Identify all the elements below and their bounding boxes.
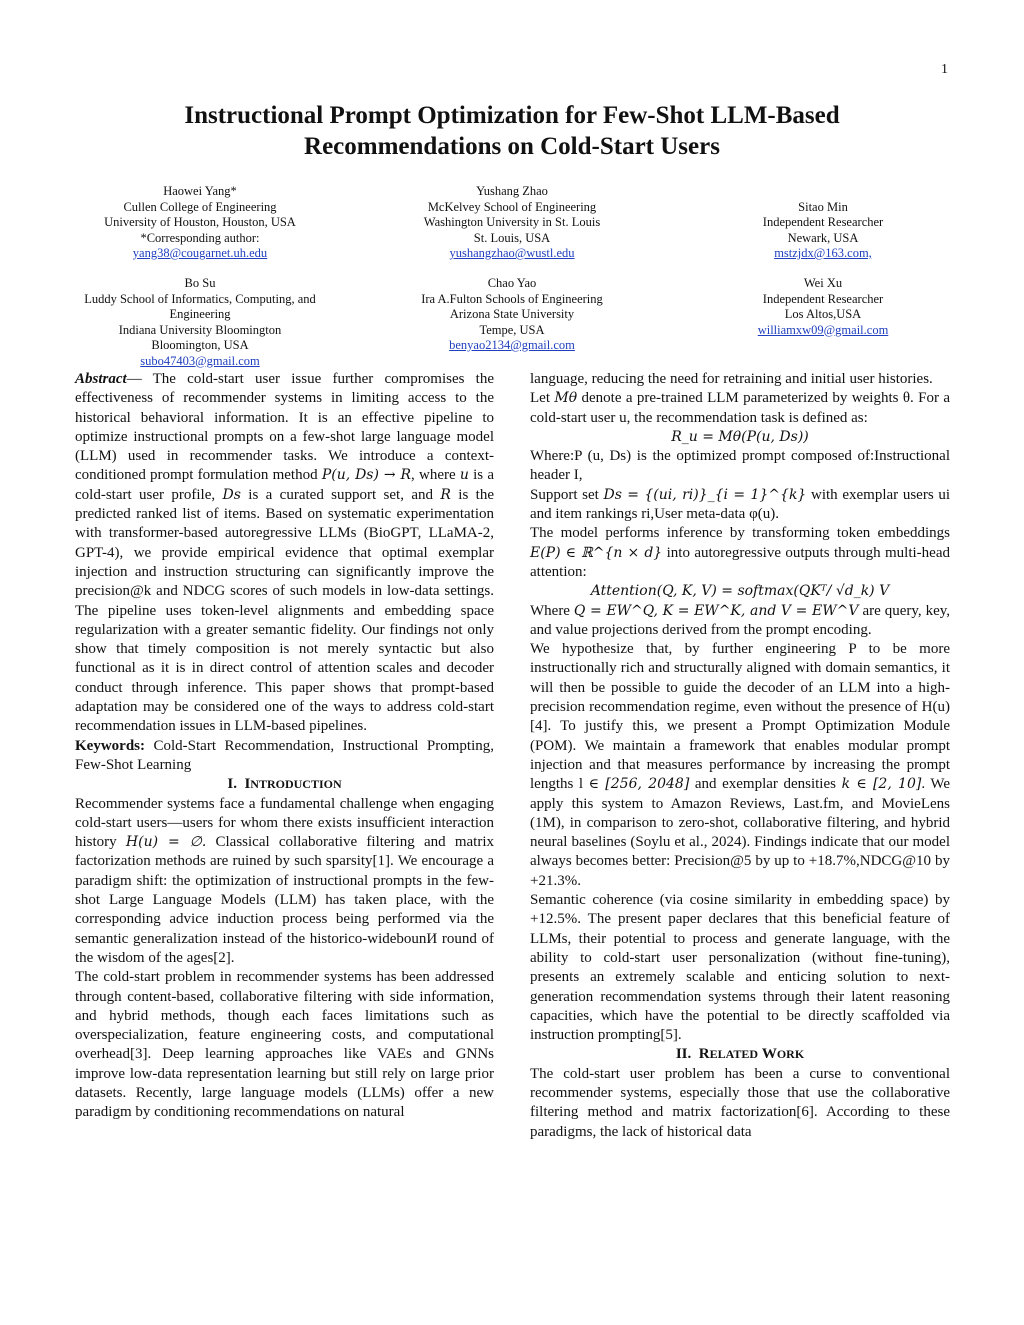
- author-block-1: [75, 184, 325, 262]
- support-set-definition: Support set Ds = {(ui, ri)}_{i = 1}^{k} with exemplar users ui and item rankings ri,User meta-data φ(u).: [530, 486, 951, 523]
- author-email-link[interactable]: subo47403@gmail.com: [140, 353, 260, 368]
- author-affiliation: Arizona State University: [449, 307, 575, 321]
- section-heading-introduction: I. INTRODUCTION: [227, 776, 342, 793]
- intro-paragraph-1: Recommender systems face a fundamental challenge when engaging cold-start users—users for whom there exists insufficient interaction history H(u) = ∅. Classical collaborative filtering and matrix factorization methods are ruined by such sparsity[1]. We encourage a paradigm shift: the optimization of instructional prompts in the few-shot Large Language Models (LLM) has taken place, with the corresponding advice induction process being performed via the semantic generalization instead of the historico-widebounИ round of the wisdom of the ages[2].: [75, 795, 494, 966]
- math-prompt-formula: P(u, Ds) → R: [321, 467, 412, 484]
- author-affiliation: St. Louis, USA: [473, 230, 551, 245]
- abstract-label: Abstract: [75, 371, 127, 387]
- equation-recommendation: R_u = Mθ(P(u, Ds)): [671, 428, 809, 445]
- author-email-link[interactable]: benyao2134@gmail.com: [449, 338, 575, 352]
- author-email-link[interactable]: yang38@cougarnet.uh.edu: [132, 246, 268, 260]
- author-email-link[interactable]: yushangzhao@wustl.edu: [449, 246, 575, 260]
- intro-paragraph-3: language, reducing the need for retraining and initial user histories.: [530, 371, 933, 387]
- author-affiliation: Independent Researcher: [762, 291, 884, 306]
- inference-description: The model performs inference by transforming token embeddings E(P) ∈ ℝ^{n × d} into autoregressive outputs through multi-head attention:: [530, 525, 950, 580]
- author-affiliation: McKelvey School of Engineering: [427, 199, 597, 214]
- equation-attention: Attention(Q, K, V) = softmax(QKᵀ/ √d_k) V: [590, 583, 890, 600]
- author-affiliation: Cullen College of Engineering: [123, 199, 277, 214]
- author-name: Wei Xu: [803, 276, 843, 290]
- prompt-composition: Where:P (u, Ds) is the optimized prompt composed of:Instructional header I,: [530, 448, 950, 484]
- title-line-1: Instructional Prompt Optimization for Few-Shot LLM-Based: [184, 102, 840, 129]
- author-name: Sitao Min: [798, 199, 848, 214]
- author-affiliation: *Corresponding author:: [140, 230, 260, 245]
- author-name: Chao Yao: [487, 276, 537, 290]
- author-affiliation: Ira A.Fulton Schools of Engineering: [421, 291, 603, 306]
- author-block-5: [387, 276, 637, 354]
- math-empty-history: H(u) = ∅.: [125, 834, 207, 851]
- author-affiliation: Independent Researcher: [762, 215, 884, 229]
- author-block-2: [387, 184, 637, 262]
- keywords: Keywords: Cold-Start Recommendation, Instructional Prompting, Few-Shot Learning: [75, 737, 494, 773]
- author-name: Yushang Zhao: [476, 184, 548, 198]
- abstract: Abstract— The cold-start user issue further compromises the effectiveness of recommender systems in limiting access to the historical behavioral information. It is an effective pipeline to optimize instructional prompts on a few-shot large language model (LLM) used in recommender tasks. We introduce a context-conditioned prompt formulation method P(u, Ds) → R, where u is a cold-start user profile, Ds is a curated support set, and R is the predicted ranked list of items. Based on systematic experimentation with transformer-based autoregressive LLMs (BioGPT, LLaMA-2, GPT-4), we provide empirical evidence that optimal exemplar injection and instruction structuring can significantly improve the precision@k and NDCG scores of such models in low-data settings. The pipeline uses token-level alignments and embedding space regularization with a greater semantic fidelity. Our findings not only show that timely composition is not merely syntactic but also functional as it is in direct control of attention scales and decoder conduct through inference. This paper shows that prompt-based adaptation may be considered one of the ways to address cold-start recommendation issues in LLM-based pipelines.: [75, 371, 494, 735]
- author-affiliation: Washington University in St. Louis: [423, 215, 601, 229]
- coherence-paragraph: Semantic coherence (via cosine similarity in embedding space) by +12.5%. The present paper declares that this beneficial feature of LLMs, their potential to process and generate language, with the ability to cold-start user personalization (without fine-tuning), presents an extremely scalable and enticing solution to next-generation recommendation systems through their latent reasoning capacities, which have the potential to be directly scaffolded via instruction prompting[5].: [530, 892, 950, 1044]
- author-affiliation: Bloomington, USA: [151, 338, 249, 352]
- paper-title: [70, 100, 954, 162]
- left-column: [75, 370, 494, 1123]
- section-heading-related-work: II. RELATED WORK: [675, 1046, 805, 1063]
- author-affiliation: Los Altos,USA: [784, 307, 862, 321]
- title-line-2: Recommendations on Cold-Start Users: [304, 133, 720, 160]
- author-affiliation: Newark, USA: [787, 230, 859, 245]
- author-affiliation: Tempe, USA: [479, 322, 545, 337]
- author-block-4: [75, 276, 325, 369]
- intro-paragraph-2: The cold-start problem in recommender systems has been addressed through content-based, collaborative filtering with side information, and hybrid methods, though each faces limitations such as overspecialization, feature engineering costs, and computational overhead[3]. Deep learning approaches like VAEs and GNNs improve low-data representation learning but still rely on large prior datasets. Recently, large language models (LLMs) offer a new paradigm by conditioning recommendations on natural: [75, 969, 494, 1121]
- author-affiliation: Indiana University Bloomington: [118, 322, 282, 337]
- author-block-3: [698, 200, 948, 262]
- author-block-6: [698, 276, 948, 338]
- author-affiliation: University of Houston, Houston, USA: [104, 215, 296, 229]
- page-number: 1: [941, 62, 948, 77]
- author-email-link[interactable]: mstzjdx@163.com,: [774, 246, 872, 260]
- author-affiliation: Engineering: [169, 307, 231, 321]
- author-affiliation: Luddy School of Informatics, Computing, and: [84, 291, 316, 306]
- author-name: Bo Su: [184, 276, 216, 290]
- projection-definition: Where Q = EW^Q, K = EW^K, and V = EW^V are query, key, and value projections derived from the prompt encoding.: [530, 602, 951, 638]
- author-email-link[interactable]: williamxw09@gmail.com: [757, 322, 889, 337]
- model-definition: Let Mθ denote a pre-trained LLM parameterized by weights θ. For a cold-start user u, the recommendation task is defined as:: [530, 390, 950, 426]
- related-work-paragraph: The cold-start user problem has been a curse to conventional recommender systems, especially those that use the collaborative filtering method and matrix factorization[6]. According to these paradigms, the lack of historical data: [530, 1065, 950, 1140]
- right-column: [530, 370, 950, 1142]
- author-name: Haowei Yang*: [163, 184, 237, 198]
- hypothesis-paragraph: We hypothesize that, by further engineering P to be more instructionally rich and structurally aligned with domain semantics, it will then be possible to guide the decoder of an LLM into a high-precision recommendation regime, even without the presence of H(u)[4]. To justify this, we present a Prompt Optimization Module (POM). We maintain a framework that enables modular prompt injection and that measures performance by increasing the prompt lengths l ∈ [256, 2048] and exemplar densities k ∈ [2, 10]. We apply this system to Amazon Reviews, Last.fm, and MovieLens (1M), in comparison to zero-shot, collaborative filtering, and hybrid neural baselines (Soylu et al., 2024). Findings indicate that our model always becomes better: Precision@5 by up to +18.7%,NDCG@10 by +21.3%.: [530, 641, 950, 889]
- keywords-label: Keywords:: [75, 737, 145, 754]
